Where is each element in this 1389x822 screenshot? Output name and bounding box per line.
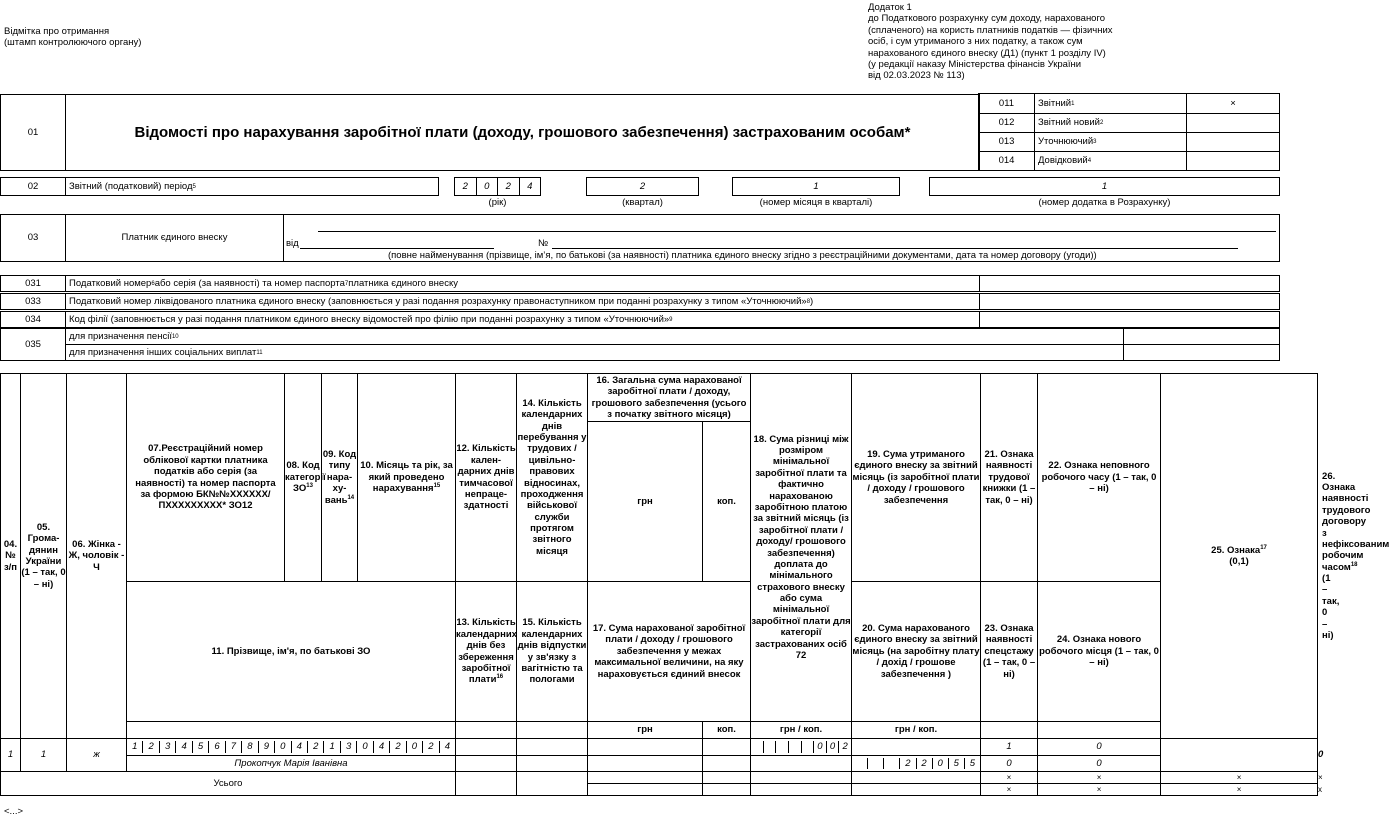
col-22-header: 22. Ознака неповного робочого часу (1 – так, 0 – ні) [1041,460,1157,495]
total-row: Усього × × × × [1,772,1318,784]
payer-date-line [300,248,494,249]
row-citizen[interactable]: 1 [40,749,47,761]
payer-label: Платник єдиного внеску [65,214,284,262]
payer-field[interactable] [283,214,1280,262]
row-c18-field[interactable] [751,741,851,752]
info-row-code: 034 [0,311,66,328]
total-c19 [852,772,981,784]
social-label: для призначення інших соціальних виплат 11 [65,344,1124,361]
info-row-field[interactable] [979,275,1280,292]
col-24-empty [1038,722,1161,739]
total-c17-grn [588,784,703,796]
digit-cell: 4 [374,741,390,752]
report-type-label: Уточнюючий 3 [1034,132,1187,152]
year-digit: 2 [455,178,477,195]
month-field[interactable]: 1 [732,177,900,196]
digit-cell [802,741,815,752]
digit-cell: 2 [842,741,848,753]
annex-note [868,2,1113,82]
col-11-header: 11. Прізвище, ім'я, по батькові ЗО [211,645,371,657]
col-07-header: 07.Реєстраційний номер облікової картки платника податків або серія (за наявності) та номер паспорта за формою БК№№ХХХХХХ/ПХХХХХХХХХ* ЗО12 [135,443,276,512]
row-c23[interactable]: 0 [1006,757,1012,769]
col-25-header: 25. Ознака [1211,544,1261,556]
digit-cell: 9 [259,741,275,752]
col-23-empty [981,722,1038,739]
row-c17-kop[interactable] [703,756,751,772]
year-digit: 2 [498,178,520,195]
row-number: 1 [7,749,14,761]
col-12-header: 12. Кількість кален-дарних днів тимчасової непраце-здатності [456,443,516,512]
annex-line: нарахованого єдиного внеску (Д1) (пункт 1 розділу IV) [868,47,1106,59]
row-c22[interactable]: 0 [1096,741,1102,753]
digit-cell: 2 [308,741,324,752]
col-16-kop: коп. [717,495,736,507]
report-type-mark[interactable] [1186,132,1280,152]
info-row-033 [0,293,1280,310]
digit-cell: 4 [292,741,308,752]
pension-field[interactable] [1123,328,1280,345]
info-row-field[interactable] [979,311,1280,328]
info-row-label: Податковий номер 6 або серія (за наявності) та номер паспорта 7 платника єдиного внеску [65,275,980,292]
digit-cell [852,758,868,769]
col-21-header: 21. Ознака наявності трудової книжки (1 – так, 0 – ні) [982,449,1036,506]
total-c18 [751,772,852,784]
annex-number-field[interactable]: 1 [929,177,1280,196]
info-row-code: 031 [0,275,66,292]
digit-cell: 0 [275,741,291,752]
report-type-row [979,94,1280,114]
annex-line: Додаток 1 [868,2,912,13]
digit-cell [789,741,802,752]
year-caption: (рік) [488,197,507,208]
col-05-header: 05. Грома-дянин України (1 – так, 0 – ні) [21,521,66,590]
row-c25[interactable] [1161,739,1318,772]
row-c16-grn[interactable] [588,739,703,756]
digit-cell: 6 [209,741,225,752]
digit-cell: 3 [160,741,176,752]
col-13-empty [456,722,517,739]
report-type-text: Звітний [1038,97,1072,109]
row-c19[interactable] [852,739,981,756]
report-type-row [979,152,1280,171]
payer-caption: (повне найменування (прізвище, ім’я, по батькові (за наявності) платника єдиного внеску згідно з реєстраційними документами, дата та номер договору (угоди)) [388,250,1097,261]
row-c24[interactable]: 0 [1096,757,1102,769]
col-17-header: 17. Сума нарахованої заробітної плати / доходу / грошового забезпечення у межах максимальної величини, на яку нараховується єдиний внесок [592,623,746,680]
report-type-label: Довідковий 4 [1034,151,1187,171]
annex-line: від 02.03.2023 № 113) [868,70,965,82]
col-16-header: 16. Загальна сума нарахованої заробітної плати / доходу, грошового забезпечення (усього з початку звітного місяця) [591,374,747,420]
ellipsis: <...> [4,806,24,817]
digit-cell: 0 [933,758,949,769]
col-13-header: 13. Кількість календарних днів без збереження заробітної плати [456,617,517,686]
form-title: Відомості про нарахування заробітної плати (доходу, грошового забезпечення) застрахованим особам* [65,94,980,171]
info-row-code: 033 [0,293,66,310]
row-gender[interactable]: ж [93,749,100,761]
digit-cell: 1 [127,741,143,752]
report-type-label: Звітний 1 [1034,93,1187,114]
info-row-031 [0,275,1280,292]
report-type-code: 014 [978,151,1035,171]
report-type-code: 013 [978,132,1035,152]
stamp-note: Відмітка про отримання (штамп контролюючого органу) [4,26,142,49]
info-row-label: Податковий номер ліквідованого платника єдиного внеску (заповнюється у разі подання розрахунку правонаступником при поданні розрахунку з типом «Уточнюючий» 8 ) [65,293,980,310]
report-type-code: 012 [978,113,1035,133]
col-09-header: 09. Код типу нара-ху-вань [322,449,357,506]
col-26-header: 26. Ознака наявності трудового договору з нефіксованим робочим часом [1322,470,1389,573]
total-c20 [852,784,981,796]
col-06-header: 06. Жінка - Ж, чоловік - Ч [68,538,125,573]
col-11-empty [127,722,456,739]
report-type-text: Уточнюючий [1038,136,1094,148]
payer-number-line [552,248,1238,249]
annex-line: (у редакції наказу Міністерства фінансів України [868,58,1082,70]
total-c16-kop [703,772,751,784]
col-16-grn: грн [637,495,653,507]
digit-cell: 5 [949,758,965,769]
info-row-label: Код філії (заповнюється у разі подання платником єдиного внеску відомостей про філію при поданні розрахунку з типом «Уточнюючий» 9 [65,311,980,328]
report-type-text: Звітний новий [1038,117,1100,129]
row-c13[interactable] [456,756,517,772]
year-digit: 4 [527,180,533,192]
row-c16-kop[interactable] [703,739,751,756]
col-19-header: 19. Сума утриманого єдиного внеску за звітний місяць (із заробітної плати / доходу / грошового забезпечення [852,449,980,506]
quarter-field[interactable]: 2 [586,177,699,196]
row-c26[interactable]: 0 [1318,749,1324,761]
col-14-header: 14. Кількість календарних днів перебування у трудових / цивільно-правових відносинах, проходження військової служби протягом звітного місяця [517,397,587,557]
digit-cell: 0 [357,741,373,752]
row-code-01: 01 [0,94,66,171]
annex-line: до Податкового розрахунку сум доходу, нарахованого [868,13,1106,25]
total-label: Усього [213,777,243,789]
digit-cell: 0 [407,741,423,752]
report-type-label: Звітний новий 2 [1034,113,1187,133]
total-c16-grn [588,772,703,784]
month-caption: (номер місяця в кварталі) [759,197,873,208]
digit-cell: 3 [341,741,357,752]
row-c20-field[interactable] [852,758,980,769]
col-20-header: 20. Сума нарахованого єдиного внеску за звітний місяць (на заробітну плату / дохід / грошове забезпечення ) [852,623,980,680]
digit-cell [764,741,777,752]
digit-cell: 2 [900,758,916,769]
col-15-empty [517,722,588,739]
total-c18b [751,784,852,796]
report-type-row [979,114,1280,133]
row-c15[interactable] [517,756,588,772]
digit-cell [751,741,764,752]
digit-cell: 4 [176,741,192,752]
quarter-caption: (квартал) [622,197,663,208]
report-type-text: Довідковий [1038,155,1088,167]
report-type-mark[interactable]: × [1186,93,1280,114]
digit-cell: 0 [827,741,840,752]
period-label: Звітний (податковий) період 5 [65,177,439,196]
payer-name-line [318,231,1276,232]
row-c21[interactable]: 1 [1006,741,1012,753]
info-row-field[interactable] [979,293,1280,310]
row-c17-grn[interactable] [588,756,703,772]
report-type-mark[interactable] [1186,113,1280,133]
row-c12[interactable] [456,739,517,756]
report-type-row [979,133,1280,152]
insured-persons-table: 04. № з/п 05. Грома-дянин України (1 – так, 0 – ні) 06. Жінка - Ж, чоловік - Ч 07.Реєстраційний номер облікової картки платника податків або серія (за наявності) та номер паспорта за формою БК№№ХХХХХХ/ПХХХХХХХХХ* ЗО12 08. Код категорії ЗО$^{13}$ 09. Код типу нара-ху-вань$^{14}$ 10. Місяць та рік, за який проведено нарахування$^{15}$ 12. Кількість кален-дарних днів тимчасової непраце-здатності 14. Кількість календарних днів перебування у трудових / цивільно-правових відносинах, проходження військової служби протягом звітного місяця 16. Загальна сума нарахованої заробітної плати / доходу, грошового забезпечення (усього з початку звітного місяця) 18. Сума різниці між розміром мінімальної заробітної плати та фактично нарахованою заробітною платою за звітний місяць (із заробітної плати / доходу/ грошового забезпечення) доплата до мінімального страхового внеску або сума мінімальної заробітної плати для категорії застрахованих осіб 72 19. Сума утриманого єдиного внеску за звітний місяць (із заробітної плати / доходу / грошового забезпечення 21. Ознака наявності трудової книжки (1 – так, 0 – ні) 22. Ознака неповного робочого часу (1 – так, 0 – ні) 25. Ознака$^{17}$ (0,1) 26. Ознака наявності трудового договору з нефіксованим робочим часом$^{18}$ (1 – так, 0 – ні) грн коп. 11. Прізвище, ім'я, по батькові ЗО 13. Кількість календарних днів без збереження заробітної плати$^{16}$ 15. Кількість календарних днів відпустки у зв'язку з вагітністю та пологами 17. Сума нарахованої заробітної плати / доходу / грошового забезпечення у межах максимальної величини, на яку нараховується єдиний внесок 20. Сума нарахованого єдиного внеску за звітний місяць (на заробітну плату / дохід / грошове забезпечення ) 23. Ознака наявності спецстажу (1 – так, 0 – ні) 24. Ознака нового робочого місця (1 – так, 0 – ні) грн коп. грн / коп. грн / коп. 1 1 ж 1 2 3 4 5 6 7 8 9 0 4 2 1 3 0 4 2 0 2 4 0 0 2 1 0 0 Прокопчук Марія Іванівна 2 2 0 5 5 0 0 Усього × × × × × × × х [0,373,1318,796]
digit-cell: 0 [814,741,827,752]
row-full-name[interactable]: Прокопчук Марія Іванівна [234,757,348,769]
col-23-header: 23. Ознака наявності спецстажу (1 – так, 0 – ні) [982,623,1036,680]
payer-from-label: від [286,238,299,249]
digit-cell: 7 [226,741,242,752]
digit-cell: 5 [193,741,209,752]
payer-no-label: № [538,238,549,249]
table-row [1,739,1318,756]
total-c14 [517,772,588,796]
row-code-03: 03 [0,214,66,262]
annex-line: осіб, і сум утриманого з них податку, а також сум [868,36,1083,48]
total-c12 [456,772,517,796]
digit-cell [868,758,884,769]
digit-cell: 4 [444,741,450,753]
row-code-02: 02 [0,177,66,196]
digit-cell: 8 [242,741,258,752]
col-04-header: 04. № з/п [3,538,18,573]
report-type-table [979,94,1280,171]
report-type-code: 011 [978,93,1035,114]
social-field[interactable] [1123,344,1280,361]
col-10-header: 10. Місяць та рік, за який проведено нарахування [360,460,453,495]
digit-cell: 5 [969,757,976,769]
digit-cell: 2 [917,758,933,769]
col-08-header: 08. Код категорії ЗО [285,460,326,495]
digit-cell: 2 [390,741,406,752]
digit-cell: 1 [324,741,340,752]
report-type-mark[interactable] [1186,151,1280,171]
col-24-header: 24. Ознака нового робочого місця (1 – так, 0 – ні) [1039,634,1159,669]
year-field[interactable] [454,177,541,196]
info-row-034 [0,311,1280,328]
col-15-header: 15. Кількість календарних днів відпустки у зв'язку з вагітністю та пологами [517,617,587,686]
digit-cell [776,741,789,752]
reg-number-field[interactable] [127,741,455,752]
total-c17-kop [703,784,751,796]
digit-cell: 2 [143,741,159,752]
year-digit: 0 [477,178,499,195]
row-c14[interactable] [517,739,588,756]
row-code-035: 035 [0,328,66,361]
col-18-header: 18. Сума різниці між розміром мінімальної заробітної плати та фактично нарахованою заробітною платою за звітний місяць (із заробітної плати / доходу/ грошового забезпечення) доплата до мінімального страхового внеску або сума мінімальної заробітної плати для категорії застрахованих осіб 72 [751,433,851,662]
digit-cell [884,758,900,769]
annex-number-caption: (номер додатка в Розрахунку) [1038,197,1171,208]
digit-cell: 2 [423,741,439,752]
annex-line: (сплаченого) на користь платників податків — фізичних [868,24,1113,36]
row-c18b[interactable] [751,756,852,772]
pension-label: для призначення пенсії 10 [65,328,1124,345]
